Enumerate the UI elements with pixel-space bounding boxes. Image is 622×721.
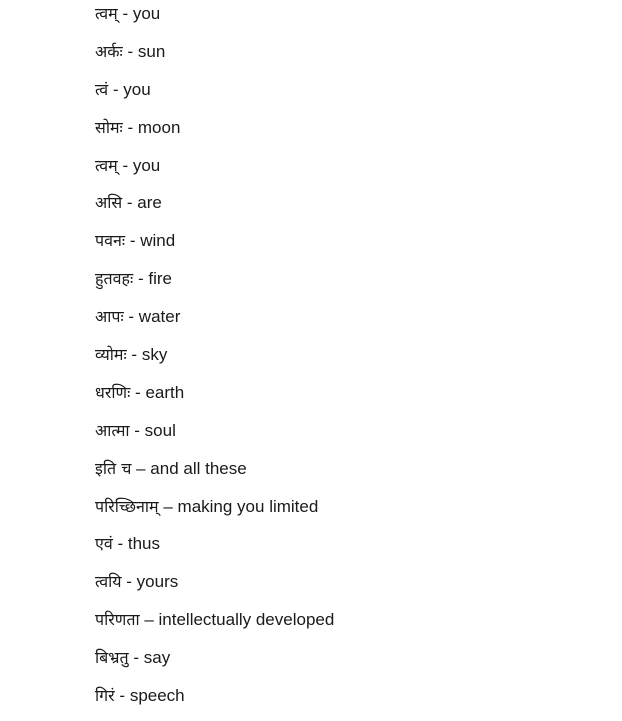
- separator: -: [125, 231, 141, 251]
- separator: -: [117, 155, 133, 175]
- sanskrit-term: धरणिः: [95, 382, 131, 402]
- english-meaning: earth: [145, 382, 185, 402]
- glossary-list: [95, 0, 334, 720]
- english-meaning: water: [138, 307, 181, 327]
- separator: -: [122, 41, 138, 61]
- sanskrit-term: त्वम्: [95, 155, 118, 175]
- separator: -: [122, 117, 138, 137]
- sanskrit-term: बिभ्रतु: [95, 648, 129, 668]
- separator: -: [128, 648, 144, 668]
- list-item: [95, 189, 334, 227]
- sanskrit-term: गिरं: [95, 686, 115, 706]
- separator: -: [117, 4, 133, 23]
- separator: -: [123, 307, 139, 327]
- english-meaning: you: [123, 79, 151, 99]
- sanskrit-term: आपः: [95, 307, 124, 327]
- sanskrit-term: आत्मा: [95, 420, 130, 440]
- list-item: [95, 455, 334, 493]
- english-meaning: thus: [127, 534, 160, 554]
- sanskrit-term: त्वम्: [95, 4, 118, 23]
- list-item: [95, 568, 334, 606]
- english-meaning: speech: [129, 686, 185, 706]
- separator: -: [129, 420, 145, 440]
- english-meaning: moon: [137, 117, 181, 137]
- list-item: [95, 38, 334, 76]
- sanskrit-term: इति च: [95, 458, 132, 478]
- english-meaning: yours: [136, 572, 179, 592]
- separator: –: [131, 458, 151, 478]
- separator: -: [121, 572, 137, 592]
- list-item: [95, 530, 334, 568]
- sanskrit-term: पवनः: [95, 231, 126, 251]
- sanskrit-term: परिणता: [95, 610, 140, 630]
- separator: -: [126, 345, 142, 365]
- english-meaning: fire: [148, 269, 172, 289]
- separator: –: [158, 496, 178, 516]
- list-item: [95, 682, 334, 720]
- sanskrit-term: अर्कः: [95, 41, 123, 61]
- list-item: [95, 227, 334, 265]
- list-item: [95, 341, 334, 379]
- sanskrit-term: हुतवहः: [95, 269, 134, 289]
- sanskrit-term: त्वयि: [95, 572, 122, 592]
- sanskrit-term: एवं: [95, 534, 113, 554]
- english-meaning: and all these: [150, 458, 247, 478]
- list-item: [95, 379, 334, 417]
- english-meaning: sun: [137, 41, 166, 61]
- list-item: [95, 114, 334, 152]
- list-item: [95, 152, 334, 190]
- list-item: [95, 265, 334, 303]
- english-meaning: making you limited: [177, 496, 319, 516]
- list-item: [95, 493, 334, 531]
- sanskrit-term: व्योमः: [95, 345, 127, 365]
- list-item: [95, 76, 334, 114]
- sanskrit-term: सोमः: [95, 117, 123, 137]
- english-meaning: you: [132, 155, 161, 175]
- separator: -: [114, 686, 130, 706]
- sanskrit-term: असि: [95, 193, 123, 213]
- english-meaning: sky: [141, 345, 168, 365]
- separator: –: [139, 610, 159, 630]
- english-meaning: intellectually developed: [158, 610, 335, 630]
- list-item: [95, 644, 334, 682]
- english-meaning: say: [143, 648, 171, 668]
- english-meaning: are: [137, 193, 162, 213]
- list-item: [95, 303, 334, 341]
- list-item: [95, 606, 334, 644]
- separator: -: [112, 534, 128, 554]
- separator: -: [122, 193, 138, 213]
- separator: -: [133, 269, 149, 289]
- english-meaning: wind: [140, 231, 176, 251]
- separator: -: [108, 79, 124, 99]
- english-meaning: soul: [144, 420, 176, 440]
- list-item: [95, 417, 334, 455]
- sanskrit-term: परिच्छिनाम्: [95, 496, 159, 516]
- sanskrit-term: त्वं: [95, 79, 109, 99]
- list-item: [95, 0, 334, 38]
- separator: -: [130, 382, 146, 402]
- english-meaning: you: [132, 4, 161, 23]
